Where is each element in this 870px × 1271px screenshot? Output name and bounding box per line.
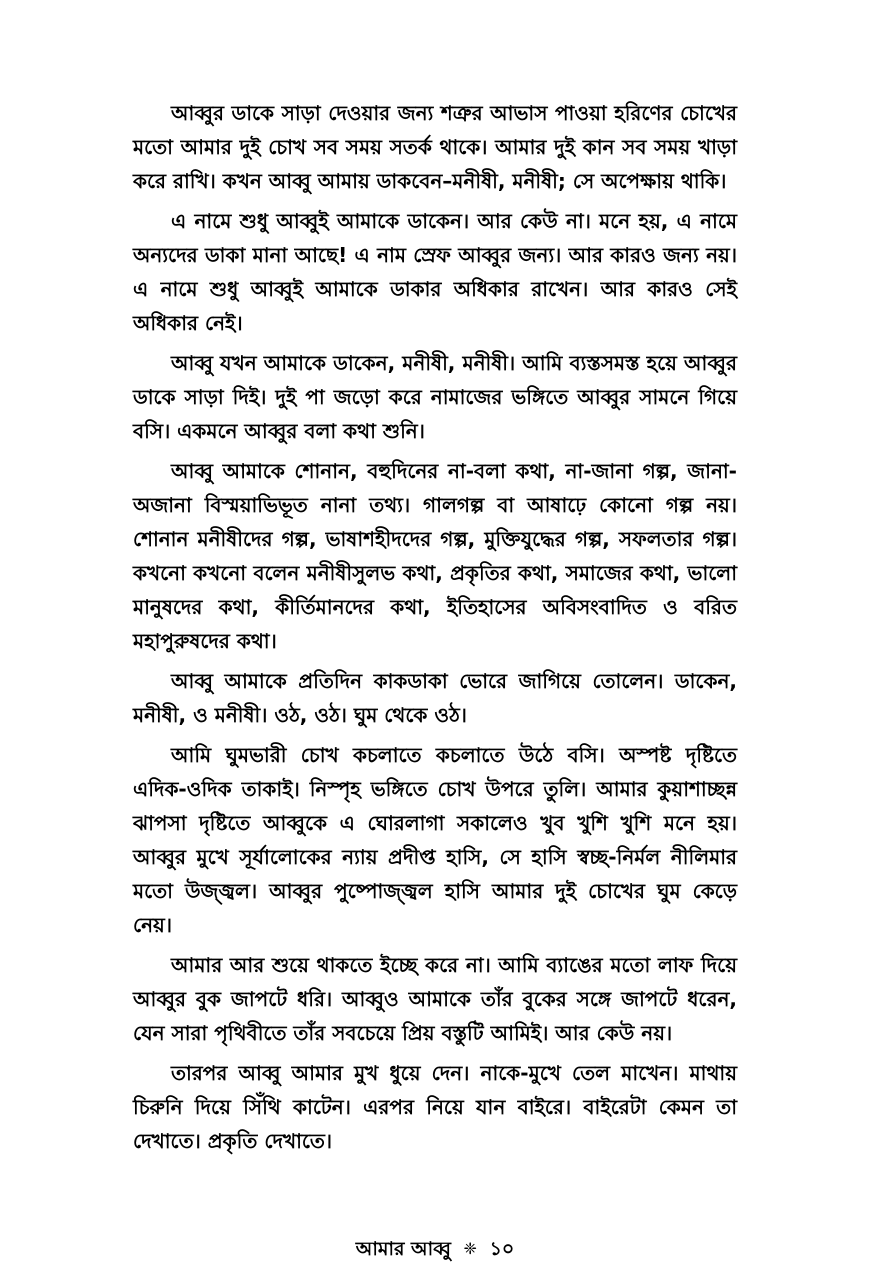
separator-icon: ❈ [463, 1239, 477, 1258]
page-footer [0, 1236, 870, 1262]
page-body [133, 96, 737, 1164]
book-title: আমার আব্বু [355, 1238, 451, 1260]
paragraph-1: আব্বুর ডাকে সাড়া দেওয়ার জন্য শত্রুর আভাস পাওয়া হরিণের চোখের মতো আমার দুই চোখ সব সময় সতর্ক থাকে। আমার দুই কান সব সময় খাড়া করে রাখি। কখন আব্বু আমায় ডাকবেন–মনীষী, মনীষী; সে অপেক্ষায় থাকি। [133, 101, 737, 193]
paragraph-3: আব্বু যখন আমাকে ডাকেন, মনীষী, মনীষী। আমি ব্যস্তসমস্ত হয়ে আব্বুর ডাকে সাড়া দিই। দুই পা জড়ো করে নামাজের ভঙ্গিতে আব্বুর সামনে গিয়ে বসি। একমনে আব্বুর বলা কথা শুনি। [133, 351, 737, 443]
paragraph-7: আমার আর শুয়ে থাকতে ইচ্ছে করে না। আমি ব্যাঙের মতো লাফ দিয়ে আব্বুর বুক জাপটে ধরি। আব্বুও আমাকে তাঁর বুকের সঙ্গে জাপটে ধরেন, যেন সারা পৃথিবীতে তাঁর সবচেয়ে প্রিয় বস্তুটি আমিই। আর কেউ নয়। [133, 953, 737, 1045]
paragraph-5: আব্বু আমাকে প্রতিদিন কাকডাকা ভোরে জাগিয়ে তোলেন। ডাকেন, মনীষী, ও মনীষী। ওঠ, ওঠ। ঘুম থেকে ওঠ। [133, 669, 737, 727]
paragraph-2: এ নামে শুধু আব্বুই আমাকে ডাকেন। আর কেউ না। মনে হয়, এ নামে অন্যদের ডাকা মানা আছে! এ নাম স্রেফ আব্বুর জন্য। আর কারও জন্য নয়। এ নামে শুধু আব্বুই আমাকে ডাকার অধিকার রাখেন। আর কারও সেই অধিকার নেই। [133, 209, 737, 335]
paragraph-8: তারপর আব্বু আমার মুখ ধুয়ে দেন। নাকে-মুখে তেল মাখেন। মাথায় চিরুনি দিয়ে সিঁথি কাটেন। এরপর নিয়ে যান বাইরে। বাইরেটা কেমন তা দেখাতে। প্রকৃতি দেখাতে। [133, 1061, 737, 1153]
page-number: ১০ [489, 1238, 515, 1260]
paragraph-6: আমি ঘুমভারী চোখ কচলাতে কচলাতে উঠে বসি। অস্পষ্ট দৃষ্টিতে এদিক-ওদিক তাকাই। নিস্পৃহ ভঙ্গিতে চোখ উপরে তুলি। আমার কুয়াশাচ্ছন্ন ঝাপসা দৃষ্টিতে আব্বুকে এ ঘোরলাগা সকালেও খুব খুশি খুশি মনে হয়। আব্বুর মুখে সূর্যালোকের ন্যায় প্রদীপ্ত হাসি, সে হাসি স্বচ্ছ-নির্মল নীলিমার মতো উজ্জ্বল। আব্বুর পুষ্পোজ্জ্বল হাসি আমার দুই চোখের ঘুম কেড়ে নেয়। [133, 743, 737, 937]
paragraph-4: আব্বু আমাকে শোনান, বহুদিনের না-বলা কথা, না-জানা গল্প, জানা-অজানা বিস্ময়াভিভূত নানা তথ্য। গালগল্প বা আষাঢ়ে কোনো গল্প নয়। শোনান মনীষীদের গল্প, ভাষাশহীদদের গল্প, মুক্তিযুদ্ধের গল্প, সফলতার গল্প। কখনো কখনো বলেন মনীষীসুলভ কথা, প্রকৃতির কথা, সমাজের কথা, ভালো মানুষদের কথা, কীর্তিমানদের কথা, ইতিহাসের অবিসংবাদিত ও বরিত মহাপুরুষদের কথা। [133, 459, 737, 653]
